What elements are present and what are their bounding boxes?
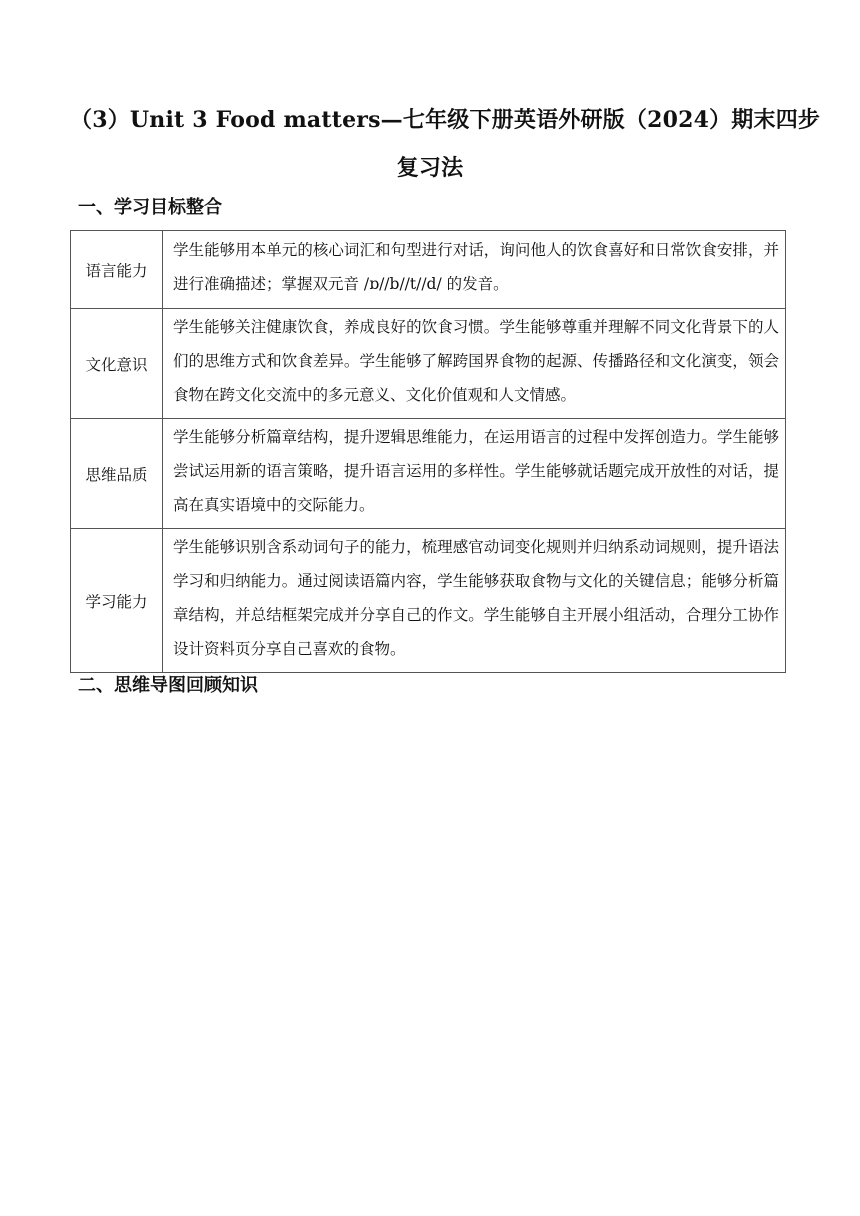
title-line-1: （3）Unit 3 Food matters—七年级下册英语外研版（2024）期末四步 xyxy=(70,107,821,133)
table-row xyxy=(71,419,786,529)
table-row xyxy=(71,309,786,419)
title-line-2: 复习法 xyxy=(396,155,464,181)
learning-goals-table xyxy=(70,230,786,673)
section-heading-mind-map: 二、思维导图回顾知识 xyxy=(78,675,258,696)
row-label-thinking-quality: 思维品质 xyxy=(71,419,163,529)
table-row xyxy=(71,529,786,673)
row-text-cultural-awareness: 学生能够关注健康饮食，养成良好的饮食习惯。学生能够尊重并理解不同文化背景下的人们的思维方式和饮食差异。学生能够了解跨国界食物的起源、传播路径和文化演变，领会食物在跨文化交流中的多元意义、文化价值观和人文情感。 xyxy=(163,309,786,419)
row-label-cultural-awareness: 文化意识 xyxy=(71,309,163,419)
section-heading-learning-goals: 一、学习目标整合 xyxy=(78,197,222,218)
row-text-learning-ability: 学生能够识别含系动词句子的能力，梳理感官动词变化规则并归纳系动词规则，提升语法学习和归纳能力。通过阅读语篇内容，学生能够获取食物与文化的关键信息；能够分析篇章结构，并总结框架完成并分享自己的作文。学生能够自主开展小组活动，合理分工协作设计资料页分享自己喜欢的食物。 xyxy=(163,529,786,673)
row-text-language-ability: 学生能够用本单元的核心词汇和句型进行对话，询问他人的饮食喜好和日常饮食安排，并进行准确描述；掌握双元音 /ɒ//b//t//d/ 的发音。 xyxy=(163,231,786,309)
row-label-language-ability: 语言能力 xyxy=(71,231,163,309)
row-text-thinking-quality: 学生能够分析篇章结构，提升逻辑思维能力，在运用语言的过程中发挥创造力。学生能够尝试运用新的语言策略，提升语言运用的多样性。学生能够就话题完成开放性的对话，提高在真实语境中的交际能力。 xyxy=(163,419,786,529)
document-title xyxy=(70,96,821,192)
row-label-learning-ability: 学习能力 xyxy=(71,529,163,673)
table-row xyxy=(71,231,786,309)
